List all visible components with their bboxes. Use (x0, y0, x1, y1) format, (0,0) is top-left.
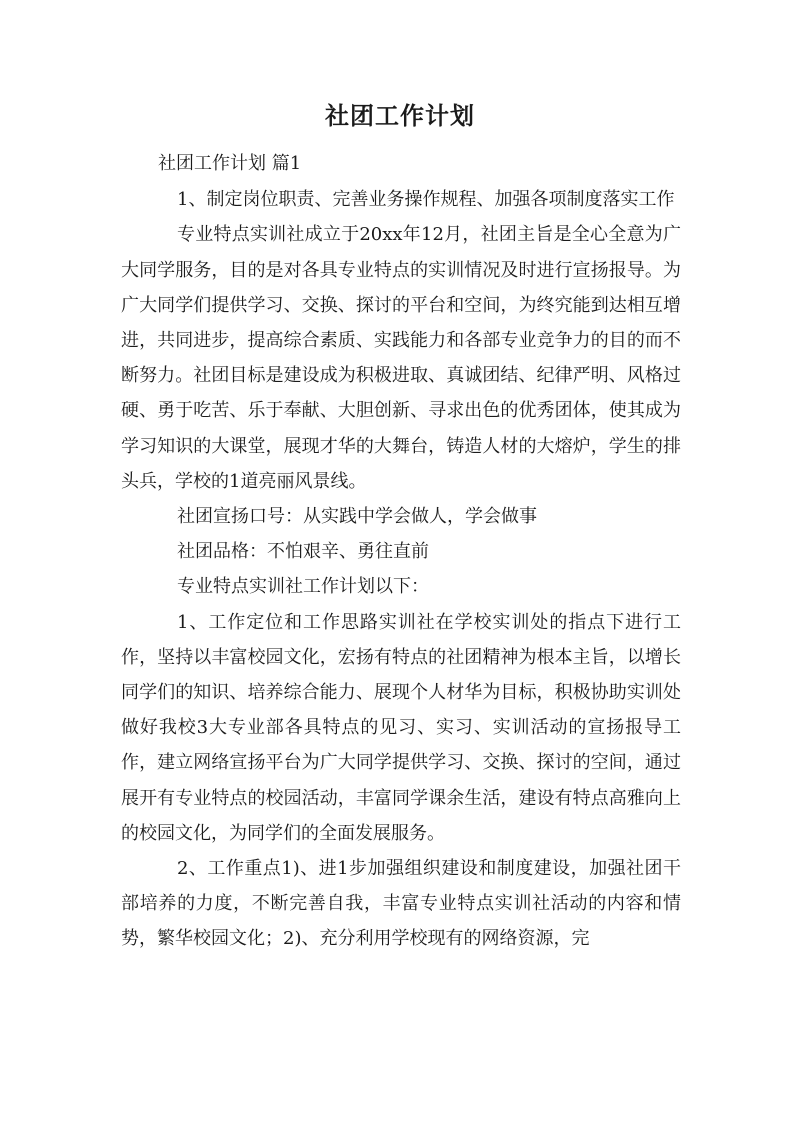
paragraph-7: 2、工作重点1)、进1步加强组织建设和制度建设，加强社团干部培养的力度，不断完善自我，丰富专业特点实训社活动的内容和情势，繁华校园文化；2)、充分利用学校现有的网络资源，完 (121, 858, 681, 950)
paragraph-2: 专业特点实训社成立于20xx年12月，社团主旨是全心全意为广大同学服务，目的是对各具专业特点的实训情况及时进行宣扬报导。为广大同学们提供学习、交换、探讨的平台和空间，为终究能到达相互增进，共同进步，提高综合素质、实践能力和各部专业竞争力的目的而不断努力。社团目标是建设成为积极进取、真诚团结、纪律严明、风格过硬、勇于吃苦、乐于奉献、大胆创新、寻求出色的优秀团体，使其成为学习知识的大课堂，展现才华的大舞台，铸造人材的大熔炉，学生的排头兵，学校的1道亮丽风景线。 (121, 224, 681, 492)
paragraph-5: 专业特点实训社工作计划以下： (177, 576, 429, 598)
document-body (121, 146, 681, 957)
section-heading: 社团工作计划 篇1 (158, 153, 302, 174)
paragraph-6: 1、工作定位和工作思路实训社在学校实训处的指点下进行工作，坚持以丰富校园文化，宏扬有特点的社团精神为根本主旨，以增长同学们的知识、培养综合能力、展现个人材华为目标，积极协助实训处做好我校3大专业部各具特点的见习、实习、实训活动的宣扬报导工作，建立网络宣扬平台为广大同学提供学习、交换、探讨的空间，通过展开有专业特点的校园活动，丰富同学课余生活，建设有特点高雅向上的校园文化，为同学们的全面发展服务。 (121, 611, 681, 844)
paragraph-3: 社团宣扬口号：从实践中学会做人，学会做事 (177, 506, 537, 528)
paragraph-4: 社团品格：不怕艰辛、勇往直前 (177, 541, 429, 563)
page-title: 社团工作计划 (325, 101, 475, 130)
paragraph-1: 1、制定岗位职责、完善业务操作规程、加强各项制度落实工作 (177, 189, 675, 211)
